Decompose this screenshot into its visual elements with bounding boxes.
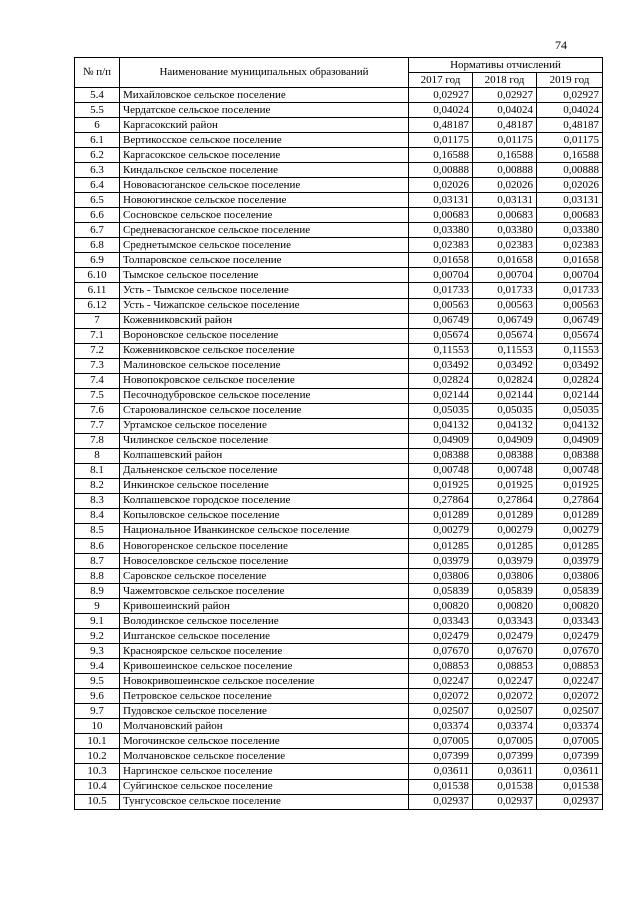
norm-2018: 0,05035 xyxy=(473,403,537,418)
norm-2019: 0,48187 xyxy=(537,118,603,133)
norm-2019: 0,01538 xyxy=(537,779,603,794)
norm-2018: 0,03611 xyxy=(473,764,537,779)
norm-2018: 0,01925 xyxy=(473,478,537,493)
norm-2017: 0,03492 xyxy=(409,358,473,373)
municipality-name: Кривошеинский район xyxy=(120,599,409,614)
norm-2018: 0,02927 xyxy=(473,88,537,103)
norm-2017: 0,04909 xyxy=(409,433,473,448)
municipality-name: Колпашевское городское поселение xyxy=(120,493,409,508)
table-row xyxy=(75,328,603,343)
municipality-name: Новопокровское сельское поселение xyxy=(120,373,409,388)
municipality-name: Среднетымское сельское поселение xyxy=(120,238,409,253)
row-number: 6.6 xyxy=(75,208,120,223)
page-number: 74 xyxy=(555,38,567,52)
municipality-name: Каргасокский район xyxy=(120,118,409,133)
norm-2019: 0,02247 xyxy=(537,674,603,689)
norm-2018: 0,02072 xyxy=(473,689,537,704)
table-row xyxy=(75,659,603,674)
municipality-name: Пудовское сельское поселение xyxy=(120,704,409,719)
norm-2017: 0,03131 xyxy=(409,193,473,208)
norm-2019: 0,03343 xyxy=(537,614,603,629)
table-row xyxy=(75,463,603,478)
norm-2017: 0,01175 xyxy=(409,133,473,148)
row-number: 6.2 xyxy=(75,148,120,163)
municipality-name: Копыловское сельское поселение xyxy=(120,508,409,523)
norm-2018: 0,00748 xyxy=(473,463,537,478)
norm-2019: 0,03374 xyxy=(537,719,603,734)
municipality-name: Володинское сельское поселение xyxy=(120,614,409,629)
table-row xyxy=(75,493,603,508)
norm-2018: 0,00820 xyxy=(473,599,537,614)
norm-2018: 0,04132 xyxy=(473,418,537,433)
column-header-name: Наименование муниципальных образований xyxy=(120,58,409,88)
municipality-name: Колпашевский район xyxy=(120,448,409,463)
norm-2019: 0,02144 xyxy=(537,388,603,403)
norm-2017: 0,04132 xyxy=(409,418,473,433)
row-number: 9.1 xyxy=(75,614,120,629)
row-number: 8.3 xyxy=(75,493,120,508)
norm-2019: 0,07399 xyxy=(537,749,603,764)
norm-2017: 0,07005 xyxy=(409,734,473,749)
municipality-name: Чажемтовское сельское поселение xyxy=(120,584,409,599)
norm-2019: 0,07005 xyxy=(537,734,603,749)
row-number: 7.4 xyxy=(75,373,120,388)
municipality-name: Малиновское сельское поселение xyxy=(120,358,409,373)
norm-2018: 0,02247 xyxy=(473,674,537,689)
row-number: 8.4 xyxy=(75,508,120,523)
municipality-name: Петровское сельское поселение xyxy=(120,689,409,704)
norm-2019: 0,00748 xyxy=(537,463,603,478)
table-row xyxy=(75,704,603,719)
norm-2019: 0,01658 xyxy=(537,253,603,268)
norm-2017: 0,03611 xyxy=(409,764,473,779)
norm-2019: 0,07670 xyxy=(537,644,603,659)
municipality-name: Новоюгинское сельское поселение xyxy=(120,193,409,208)
row-number: 8.5 xyxy=(75,523,120,538)
norm-2018: 0,02383 xyxy=(473,238,537,253)
norm-2018: 0,48187 xyxy=(473,118,537,133)
column-header-2017: 2017 год xyxy=(409,73,473,88)
row-number: 5.4 xyxy=(75,88,120,103)
row-number: 7 xyxy=(75,313,120,328)
norm-2018: 0,00279 xyxy=(473,523,537,538)
norm-2019: 0,00888 xyxy=(537,163,603,178)
norm-2017: 0,08388 xyxy=(409,448,473,463)
row-number: 6.11 xyxy=(75,283,120,298)
row-number: 9.3 xyxy=(75,644,120,659)
norm-2019: 0,03492 xyxy=(537,358,603,373)
row-number: 9 xyxy=(75,599,120,614)
norm-2018: 0,02937 xyxy=(473,794,537,809)
norm-2019: 0,08853 xyxy=(537,659,603,674)
norm-2019: 0,02507 xyxy=(537,704,603,719)
norm-2017: 0,02927 xyxy=(409,88,473,103)
norm-2018: 0,11553 xyxy=(473,343,537,358)
municipality-name: Красноярское сельское поселение xyxy=(120,644,409,659)
norm-2018: 0,05839 xyxy=(473,584,537,599)
row-number: 9.7 xyxy=(75,704,120,719)
norm-2019: 0,08388 xyxy=(537,448,603,463)
table-row xyxy=(75,448,603,463)
norm-2018: 0,07005 xyxy=(473,734,537,749)
table-row xyxy=(75,268,603,283)
norm-2019: 0,05035 xyxy=(537,403,603,418)
row-number: 7.5 xyxy=(75,388,120,403)
norm-2018: 0,02026 xyxy=(473,178,537,193)
table-row xyxy=(75,118,603,133)
municipality-name: Усть - Чижапское сельское поселение xyxy=(120,298,409,313)
norm-2018: 0,01175 xyxy=(473,133,537,148)
norm-2017: 0,03380 xyxy=(409,223,473,238)
norm-2019: 0,02479 xyxy=(537,629,603,644)
table-row xyxy=(75,403,603,418)
norm-2018: 0,06749 xyxy=(473,313,537,328)
row-number: 10.2 xyxy=(75,749,120,764)
norm-2017: 0,01289 xyxy=(409,508,473,523)
row-number: 8.8 xyxy=(75,569,120,584)
norm-2019: 0,00683 xyxy=(537,208,603,223)
municipality-name: Сосновское сельское поселение xyxy=(120,208,409,223)
row-number: 9.6 xyxy=(75,689,120,704)
norm-2018: 0,01538 xyxy=(473,779,537,794)
norm-2017: 0,00279 xyxy=(409,523,473,538)
municipality-name: Киндальское сельское поселение xyxy=(120,163,409,178)
norm-2019: 0,03806 xyxy=(537,569,603,584)
table-row xyxy=(75,554,603,569)
norm-2017: 0,05839 xyxy=(409,584,473,599)
municipality-name: Молчановское сельское поселение xyxy=(120,749,409,764)
municipality-name: Толпаровское сельское поселение xyxy=(120,253,409,268)
norm-2017: 0,03806 xyxy=(409,569,473,584)
municipality-name: Новокривошеинское сельское поселение xyxy=(120,674,409,689)
table-row xyxy=(75,88,603,103)
municipality-name: Староювалинское сельское поселение xyxy=(120,403,409,418)
table-row xyxy=(75,569,603,584)
row-number: 6.3 xyxy=(75,163,120,178)
norm-2017: 0,02937 xyxy=(409,794,473,809)
row-number: 6.9 xyxy=(75,253,120,268)
norm-2017: 0,05674 xyxy=(409,328,473,343)
table-row xyxy=(75,433,603,448)
table-row xyxy=(75,148,603,163)
norm-2019: 0,02072 xyxy=(537,689,603,704)
norm-2018: 0,00704 xyxy=(473,268,537,283)
norm-2019: 0,02927 xyxy=(537,88,603,103)
column-header-2019: 2019 год xyxy=(537,73,603,88)
row-number: 7.6 xyxy=(75,403,120,418)
municipality-name: Нововасюганское сельское поселение xyxy=(120,178,409,193)
norm-2018: 0,08853 xyxy=(473,659,537,674)
norm-2018: 0,03131 xyxy=(473,193,537,208)
table-row xyxy=(75,313,603,328)
norm-2019: 0,01175 xyxy=(537,133,603,148)
norm-2017: 0,08853 xyxy=(409,659,473,674)
norm-2018: 0,03492 xyxy=(473,358,537,373)
column-header-number: № п/п xyxy=(75,58,120,88)
norm-2019: 0,01285 xyxy=(537,539,603,554)
norm-2018: 0,00563 xyxy=(473,298,537,313)
row-number: 9.2 xyxy=(75,629,120,644)
norm-2017: 0,48187 xyxy=(409,118,473,133)
norm-2017: 0,06749 xyxy=(409,313,473,328)
norm-2018: 0,00888 xyxy=(473,163,537,178)
municipality-name: Чердатское сельское поселение xyxy=(120,103,409,118)
norm-2019: 0,02026 xyxy=(537,178,603,193)
table-row xyxy=(75,178,603,193)
table-row xyxy=(75,133,603,148)
municipality-name: Национальное Иванкинское сельское поселение xyxy=(120,523,409,538)
norm-2019: 0,04132 xyxy=(537,418,603,433)
norm-2019: 0,00563 xyxy=(537,298,603,313)
norm-2017: 0,00683 xyxy=(409,208,473,223)
table-row xyxy=(75,103,603,118)
norm-2019: 0,01733 xyxy=(537,283,603,298)
norm-2018: 0,16588 xyxy=(473,148,537,163)
norm-2017: 0,02026 xyxy=(409,178,473,193)
table-row xyxy=(75,614,603,629)
table-row xyxy=(75,208,603,223)
norm-2017: 0,04024 xyxy=(409,103,473,118)
table-header xyxy=(75,58,603,88)
municipality-name: Суйгинское сельское поселение xyxy=(120,779,409,794)
norm-2019: 0,03611 xyxy=(537,764,603,779)
norm-2019: 0,16588 xyxy=(537,148,603,163)
table-row xyxy=(75,689,603,704)
row-number: 8.7 xyxy=(75,554,120,569)
table-row xyxy=(75,298,603,313)
table-row xyxy=(75,599,603,614)
norm-2019: 0,01289 xyxy=(537,508,603,523)
norm-2018: 0,27864 xyxy=(473,493,537,508)
municipality-name: Инкинское сельское поселение xyxy=(120,478,409,493)
allocation-norms-table xyxy=(74,57,603,810)
row-number: 6.7 xyxy=(75,223,120,238)
municipality-name: Каргасокское сельское поселение xyxy=(120,148,409,163)
norm-2017: 0,00704 xyxy=(409,268,473,283)
table-row xyxy=(75,764,603,779)
row-number: 8.9 xyxy=(75,584,120,599)
table-row xyxy=(75,584,603,599)
municipality-name: Песочнодубровское сельское поселение xyxy=(120,388,409,403)
municipality-name: Наргинское сельское поселение xyxy=(120,764,409,779)
table-row xyxy=(75,238,603,253)
municipality-name: Молчановский район xyxy=(120,719,409,734)
norm-2019: 0,02824 xyxy=(537,373,603,388)
column-header-norms: Нормативы отчислений xyxy=(409,58,603,73)
norm-2017: 0,05035 xyxy=(409,403,473,418)
row-number: 5.5 xyxy=(75,103,120,118)
municipality-name: Кривошеинское сельское поселение xyxy=(120,659,409,674)
row-number: 7.7 xyxy=(75,418,120,433)
row-number: 6 xyxy=(75,118,120,133)
table-body xyxy=(75,88,603,810)
norm-2017: 0,02072 xyxy=(409,689,473,704)
row-number: 8 xyxy=(75,448,120,463)
municipality-name: Могочинское сельское поселение xyxy=(120,734,409,749)
norm-2018: 0,04024 xyxy=(473,103,537,118)
norm-2019: 0,00704 xyxy=(537,268,603,283)
norm-2017: 0,00888 xyxy=(409,163,473,178)
row-number: 10.4 xyxy=(75,779,120,794)
norm-2018: 0,03380 xyxy=(473,223,537,238)
municipality-name: Вороновское сельское поселение xyxy=(120,328,409,343)
row-number: 10.3 xyxy=(75,764,120,779)
norm-2019: 0,11553 xyxy=(537,343,603,358)
norm-2017: 0,03374 xyxy=(409,719,473,734)
norm-2019: 0,02383 xyxy=(537,238,603,253)
table-row xyxy=(75,674,603,689)
norm-2019: 0,06749 xyxy=(537,313,603,328)
municipality-name: Вертикосское сельское поселение xyxy=(120,133,409,148)
norm-2019: 0,05674 xyxy=(537,328,603,343)
municipality-name: Дальненское сельское поселение xyxy=(120,463,409,478)
norm-2018: 0,01658 xyxy=(473,253,537,268)
norm-2019: 0,00820 xyxy=(537,599,603,614)
norm-2017: 0,01925 xyxy=(409,478,473,493)
norm-2017: 0,01658 xyxy=(409,253,473,268)
row-number: 9.5 xyxy=(75,674,120,689)
norm-2019: 0,04909 xyxy=(537,433,603,448)
table-row xyxy=(75,418,603,433)
norm-2018: 0,03374 xyxy=(473,719,537,734)
table-row xyxy=(75,343,603,358)
municipality-name: Михайловское сельское поселение xyxy=(120,88,409,103)
norm-2019: 0,00279 xyxy=(537,523,603,538)
table-row xyxy=(75,163,603,178)
norm-2017: 0,07670 xyxy=(409,644,473,659)
norm-2019: 0,02937 xyxy=(537,794,603,809)
norm-2018: 0,04909 xyxy=(473,433,537,448)
norm-2017: 0,00563 xyxy=(409,298,473,313)
norm-2017: 0,03343 xyxy=(409,614,473,629)
norm-2017: 0,02507 xyxy=(409,704,473,719)
norm-2017: 0,01285 xyxy=(409,539,473,554)
norm-2018: 0,02824 xyxy=(473,373,537,388)
norm-2018: 0,02144 xyxy=(473,388,537,403)
norm-2018: 0,07670 xyxy=(473,644,537,659)
municipality-name: Кожевниковское сельское поселение xyxy=(120,343,409,358)
table-row xyxy=(75,478,603,493)
norm-2019: 0,27864 xyxy=(537,493,603,508)
norm-2017: 0,16588 xyxy=(409,148,473,163)
row-number: 8.1 xyxy=(75,463,120,478)
norm-2019: 0,01925 xyxy=(537,478,603,493)
table-row xyxy=(75,388,603,403)
norm-2018: 0,08388 xyxy=(473,448,537,463)
norm-2018: 0,01733 xyxy=(473,283,537,298)
municipality-name: Уртамское сельское поселение xyxy=(120,418,409,433)
table-row xyxy=(75,373,603,388)
norm-2017: 0,02144 xyxy=(409,388,473,403)
table-row xyxy=(75,749,603,764)
row-number: 10 xyxy=(75,719,120,734)
norm-2017: 0,01538 xyxy=(409,779,473,794)
norm-2017: 0,00748 xyxy=(409,463,473,478)
municipality-name: Тымское сельское поселение xyxy=(120,268,409,283)
municipality-name: Новогоренское сельское поселение xyxy=(120,539,409,554)
norm-2018: 0,07399 xyxy=(473,749,537,764)
norm-2017: 0,03979 xyxy=(409,554,473,569)
municipality-name: Чилинское сельское поселение xyxy=(120,433,409,448)
row-number: 6.5 xyxy=(75,193,120,208)
norm-2018: 0,03979 xyxy=(473,554,537,569)
row-number: 6.8 xyxy=(75,238,120,253)
table-row xyxy=(75,358,603,373)
table-row xyxy=(75,629,603,644)
column-header-2018: 2018 год xyxy=(473,73,537,88)
norm-2017: 0,00820 xyxy=(409,599,473,614)
row-number: 7.2 xyxy=(75,343,120,358)
table-row xyxy=(75,734,603,749)
norm-2017: 0,27864 xyxy=(409,493,473,508)
row-number: 6.4 xyxy=(75,178,120,193)
row-number: 6.10 xyxy=(75,268,120,283)
municipality-name: Тунгусовское сельское поселение xyxy=(120,794,409,809)
row-number: 8.2 xyxy=(75,478,120,493)
norm-2017: 0,01733 xyxy=(409,283,473,298)
row-number: 7.1 xyxy=(75,328,120,343)
table-row xyxy=(75,223,603,238)
norm-2019: 0,03131 xyxy=(537,193,603,208)
row-number: 8.6 xyxy=(75,539,120,554)
table-row xyxy=(75,508,603,523)
norm-2019: 0,04024 xyxy=(537,103,603,118)
norm-2018: 0,05674 xyxy=(473,328,537,343)
row-number: 6.1 xyxy=(75,133,120,148)
row-number: 7.3 xyxy=(75,358,120,373)
table-row xyxy=(75,523,603,538)
table-row xyxy=(75,283,603,298)
norm-2017: 0,02247 xyxy=(409,674,473,689)
table-row xyxy=(75,779,603,794)
table-row xyxy=(75,253,603,268)
norm-2019: 0,03380 xyxy=(537,223,603,238)
table-row xyxy=(75,794,603,809)
municipality-name: Саровское сельское поселение xyxy=(120,569,409,584)
norm-2017: 0,07399 xyxy=(409,749,473,764)
municipality-name: Средневасюганское сельское поселение xyxy=(120,223,409,238)
norm-2019: 0,05839 xyxy=(537,584,603,599)
row-number: 7.8 xyxy=(75,433,120,448)
norm-2018: 0,01285 xyxy=(473,539,537,554)
norm-2018: 0,03343 xyxy=(473,614,537,629)
row-number: 10.5 xyxy=(75,794,120,809)
norm-2019: 0,03979 xyxy=(537,554,603,569)
norm-2018: 0,03806 xyxy=(473,569,537,584)
municipality-name: Усть - Тымское сельское поселение xyxy=(120,283,409,298)
norm-2017: 0,02824 xyxy=(409,373,473,388)
table-row xyxy=(75,644,603,659)
municipality-name: Кожевниковский район xyxy=(120,313,409,328)
norm-2017: 0,02383 xyxy=(409,238,473,253)
norm-2017: 0,02479 xyxy=(409,629,473,644)
row-number: 9.4 xyxy=(75,659,120,674)
municipality-name: Новоселовское сельское поселение xyxy=(120,554,409,569)
row-number: 6.12 xyxy=(75,298,120,313)
norm-2018: 0,02507 xyxy=(473,704,537,719)
row-number: 10.1 xyxy=(75,734,120,749)
norm-2018: 0,01289 xyxy=(473,508,537,523)
table-row xyxy=(75,193,603,208)
municipality-name: Иштанское сельское поселение xyxy=(120,629,409,644)
norm-2018: 0,00683 xyxy=(473,208,537,223)
table-row xyxy=(75,719,603,734)
norm-2017: 0,11553 xyxy=(409,343,473,358)
table-row xyxy=(75,539,603,554)
norm-2018: 0,02479 xyxy=(473,629,537,644)
